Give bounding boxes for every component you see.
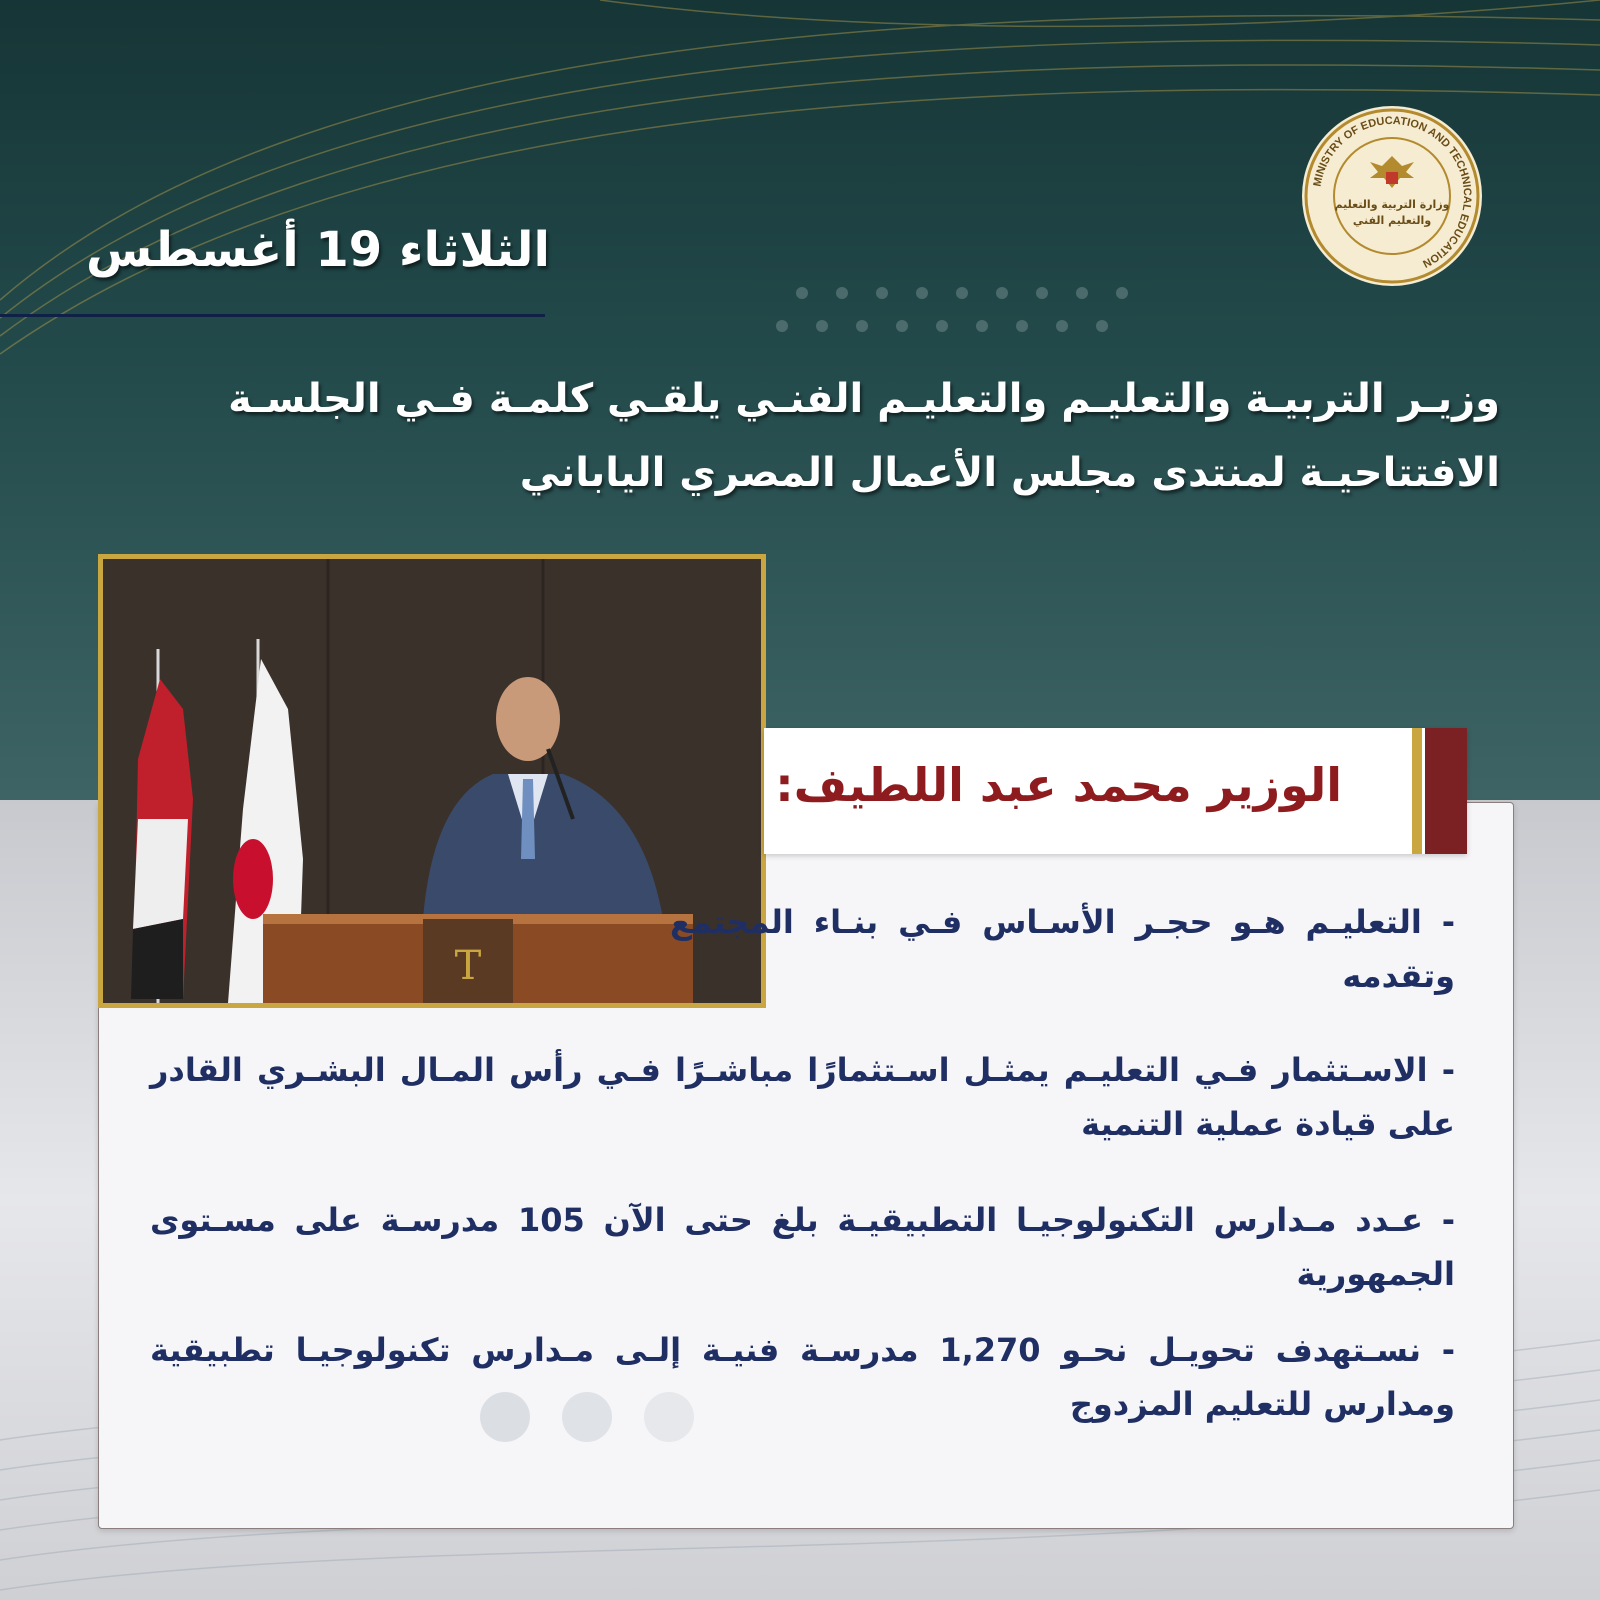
red-accent-bar	[1425, 728, 1467, 854]
page-dots	[480, 1392, 700, 1442]
statement-list	[150, 895, 1455, 1431]
headline-line: الافتتاحيـة لمنتدى مجلس الأعمال المصري الياباني	[519, 450, 1500, 496]
svg-text:T: T	[454, 943, 482, 989]
event-date: الثلاثاء 19 أغسطس	[85, 222, 550, 278]
page-dot	[562, 1392, 612, 1442]
page-dot	[644, 1392, 694, 1442]
svg-text:MINISTRY OF EDUCATION AND TECH: MINISTRY OF EDUCATION AND TECHNICAL EDUCATION	[1311, 114, 1474, 270]
svg-text:وزارة التربية والتعليم: وزارة التربية والتعليم	[1334, 198, 1450, 211]
statement-item: - التعليـم هـو حجـر الأسـاس فـي بنـاء المجتمع وتقدمه	[670, 903, 1455, 995]
headline-line: وزيـر التربيـة والتعليـم والتعليـم الفنـي يلقـي كلمـة فـي الجلسـة	[228, 376, 1500, 422]
date-underline	[0, 314, 545, 317]
statement-item: - الاسـتثمار فـي التعليـم يمثـل اسـتثمارًا مباشـرًا فـي رأس المـال البشـري القادر على قيادة عملية التنمية	[150, 1051, 1455, 1143]
headline	[80, 362, 1500, 510]
ministry-logo	[1300, 104, 1484, 288]
gold-accent-bar	[1412, 728, 1422, 854]
statement-item: - نسـتهدف تحويـل نحـو 1,270 مدرسـة فنيـة إلـى مـدارس تكنولوجيـا تطبيقية ومدارس للتعليم المزدوج	[150, 1331, 1455, 1423]
speaker-name: الوزير محمد عبد اللطيف:	[775, 758, 1342, 812]
speaker-name-tab	[764, 728, 1467, 854]
page-dot	[480, 1392, 530, 1442]
svg-text:والتعليم الفني: والتعليم الفني	[1352, 214, 1432, 227]
statement-item: - عـدد مـدارس التكنولوجيـا التطبيقيـة بلغ حتى الآن 105 مدرسـة على مسـتوى الجمهورية	[150, 1201, 1456, 1293]
